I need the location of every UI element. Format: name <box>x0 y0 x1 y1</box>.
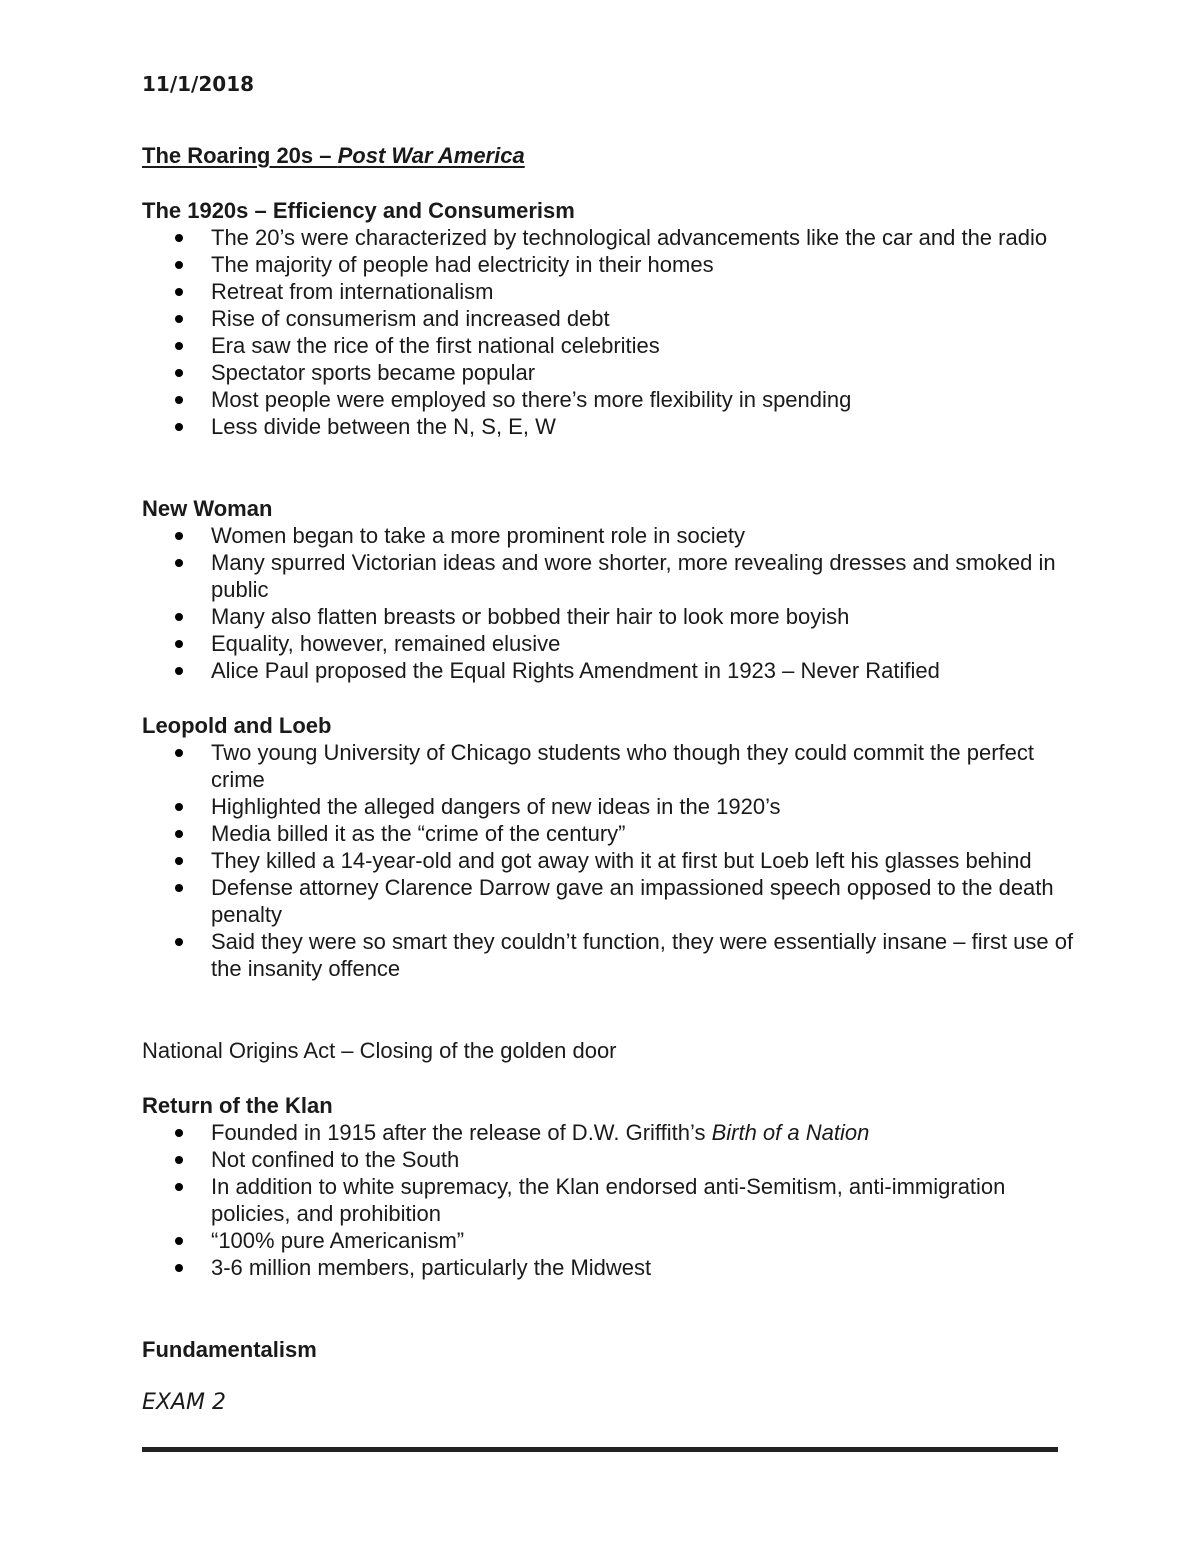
list-item: Most people were employed so there’s more flexibility in spending <box>142 386 1082 413</box>
list-item: Alice Paul proposed the Equal Rights Amendment in 1923 – Never Ratified <box>142 657 1082 684</box>
national-origins-act-line: National Origins Act – Closing of the golden door <box>142 1038 617 1063</box>
bullet-icon <box>175 234 183 242</box>
list-item: Defense attorney Clarence Darrow gave an impassioned speech opposed to the death penalty <box>142 874 1082 928</box>
bullet-icon <box>175 640 183 648</box>
bullet-icon <box>175 342 183 350</box>
bullet-list <box>142 739 1082 982</box>
bullet-icon <box>175 369 183 377</box>
list-item: Not confined to the South <box>142 1146 1082 1173</box>
title-main: The Roaring 20s – <box>142 143 338 168</box>
bullet-icon <box>175 803 183 811</box>
bullet-icon <box>175 288 183 296</box>
bullet-icon <box>175 1183 183 1191</box>
list-item: Founded in 1915 after the release of D.W. Griffith’s Birth of a Nation <box>142 1119 1082 1146</box>
list-item: Rise of consumerism and increased debt <box>142 305 1082 332</box>
section-heading: New Woman <box>142 496 273 521</box>
list-item: “100% pure Americanism” <box>142 1227 1082 1254</box>
list-item: Said they were so smart they couldn’t function, they were essentially insane – first use of the insanity offence <box>142 928 1082 982</box>
section-leopold-loeb <box>142 712 1082 982</box>
bullet-icon <box>175 423 183 431</box>
section-fundamentalism <box>142 1336 1082 1363</box>
bullet-icon <box>175 396 183 404</box>
title-subtitle: Post War America <box>337 143 525 168</box>
bullet-icon <box>175 830 183 838</box>
bullet-icon <box>175 559 183 567</box>
list-item: Era saw the rice of the first national celebrities <box>142 332 1082 359</box>
bullet-icon <box>175 884 183 892</box>
list-item: The 20’s were characterized by technological advancements like the car and the radio <box>142 224 1082 251</box>
section-efficiency-consumerism <box>142 197 1082 440</box>
section-return-of-klan <box>142 1092 1082 1281</box>
list-item: Highlighted the alleged dangers of new ideas in the 1920’s <box>142 793 1082 820</box>
list-item: Two young University of Chicago students who though they could commit the perfect crime <box>142 739 1082 793</box>
bullet-icon <box>175 261 183 269</box>
bullet-icon <box>175 667 183 675</box>
film-title: Birth of a Nation <box>711 1120 870 1145</box>
list-item: Less divide between the N, S, E, W <box>142 413 1082 440</box>
bullet-icon <box>175 1156 183 1164</box>
bullet-icon <box>175 1129 183 1137</box>
bullet-icon <box>175 532 183 540</box>
section-heading: Leopold and Loeb <box>142 713 332 738</box>
list-item: Spectator sports became popular <box>142 359 1082 386</box>
bullet-icon <box>175 1264 183 1272</box>
bullet-icon <box>175 749 183 757</box>
list-item: The majority of people had electricity in their homes <box>142 251 1082 278</box>
bullet-list <box>142 522 1082 684</box>
list-item: Media billed it as the “crime of the century” <box>142 820 1082 847</box>
bullet-icon <box>175 1237 183 1245</box>
bullet-list <box>142 1119 1082 1281</box>
document-title <box>142 143 525 169</box>
list-item: Equality, however, remained elusive <box>142 630 1082 657</box>
bullet-icon <box>175 857 183 865</box>
list-item: They killed a 14-year-old and got away with it at first but Loeb left his glasses behind <box>142 847 1082 874</box>
section-heading: The 1920s – Efficiency and Consumerism <box>142 198 575 223</box>
section-heading: Return of the Klan <box>142 1093 333 1118</box>
document-date: 11/1/2018 <box>142 72 255 96</box>
list-item: Many spurred Victorian ideas and wore shorter, more revealing dresses and smoked in public <box>142 549 1082 603</box>
section-heading: Fundamentalism <box>142 1337 317 1362</box>
bullet-icon <box>175 315 183 323</box>
footer-exam-label: EXAM 2 <box>142 1390 226 1415</box>
list-item: Retreat from internationalism <box>142 278 1082 305</box>
list-item: Women began to take a more prominent role in society <box>142 522 1082 549</box>
bullet-icon <box>175 613 183 621</box>
list-item: 3-6 million members, particularly the Midwest <box>142 1254 1082 1281</box>
list-item: Many also flatten breasts or bobbed their hair to look more boyish <box>142 603 1082 630</box>
bullet-icon <box>175 938 183 946</box>
section-new-woman <box>142 495 1082 684</box>
footer-divider <box>142 1447 1058 1452</box>
bullet-list <box>142 224 1082 440</box>
list-item: In addition to white supremacy, the Klan endorsed anti-Semitism, anti-immigration policies, and prohibition <box>142 1173 1082 1227</box>
